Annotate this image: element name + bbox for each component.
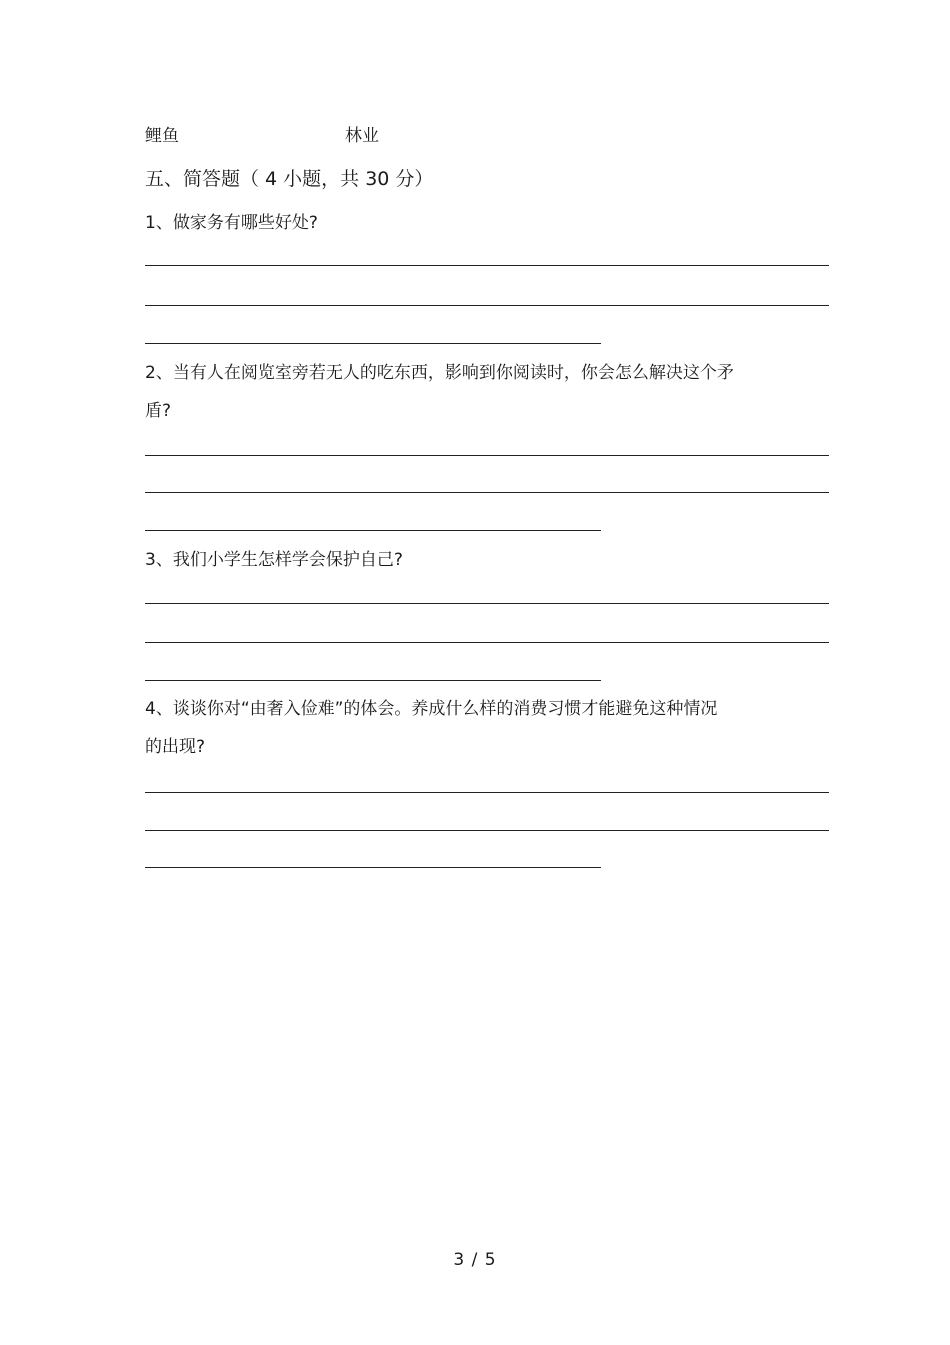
question-2-text-line1: 2、当有人在阅览室旁若无人的吃东西，影响到你阅读时，你会怎么解决这个矛 (145, 363, 734, 383)
q4-answer-line-3[interactable] (145, 867, 601, 868)
question-3-text: 3、我们小学生怎样学会保护自己? (145, 550, 403, 570)
section-title: 五、简答题（ 4 小题，共 30 分） (145, 168, 434, 190)
q2-answer-line-2[interactable] (145, 492, 829, 493)
match-left-item: 鲤鱼 (145, 126, 179, 146)
page-number: 3 / 5 (453, 1250, 497, 1270)
question-1-text: 1、做家务有哪些好处? (145, 213, 318, 233)
q4-answer-line-1[interactable] (145, 792, 829, 793)
q3-answer-line-3[interactable] (145, 680, 601, 681)
question-2-text-line2: 盾? (145, 401, 172, 421)
question-4-text-line2: 的出现? (145, 737, 206, 757)
q2-answer-line-1[interactable] (145, 455, 829, 456)
question-4-text-line1: 4、谈谈你对“由奢入俭难”的体会。养成什么样的消费习惯才能避免这种情况 (145, 699, 718, 719)
q2-answer-line-3[interactable] (145, 530, 601, 531)
q3-answer-line-1[interactable] (145, 603, 829, 604)
q1-answer-line-1[interactable] (145, 265, 829, 266)
match-right-item: 林业 (345, 126, 379, 146)
q1-answer-line-2[interactable] (145, 305, 829, 306)
q4-answer-line-2[interactable] (145, 830, 829, 831)
q3-answer-line-2[interactable] (145, 642, 829, 643)
q1-answer-line-3[interactable] (145, 343, 601, 344)
